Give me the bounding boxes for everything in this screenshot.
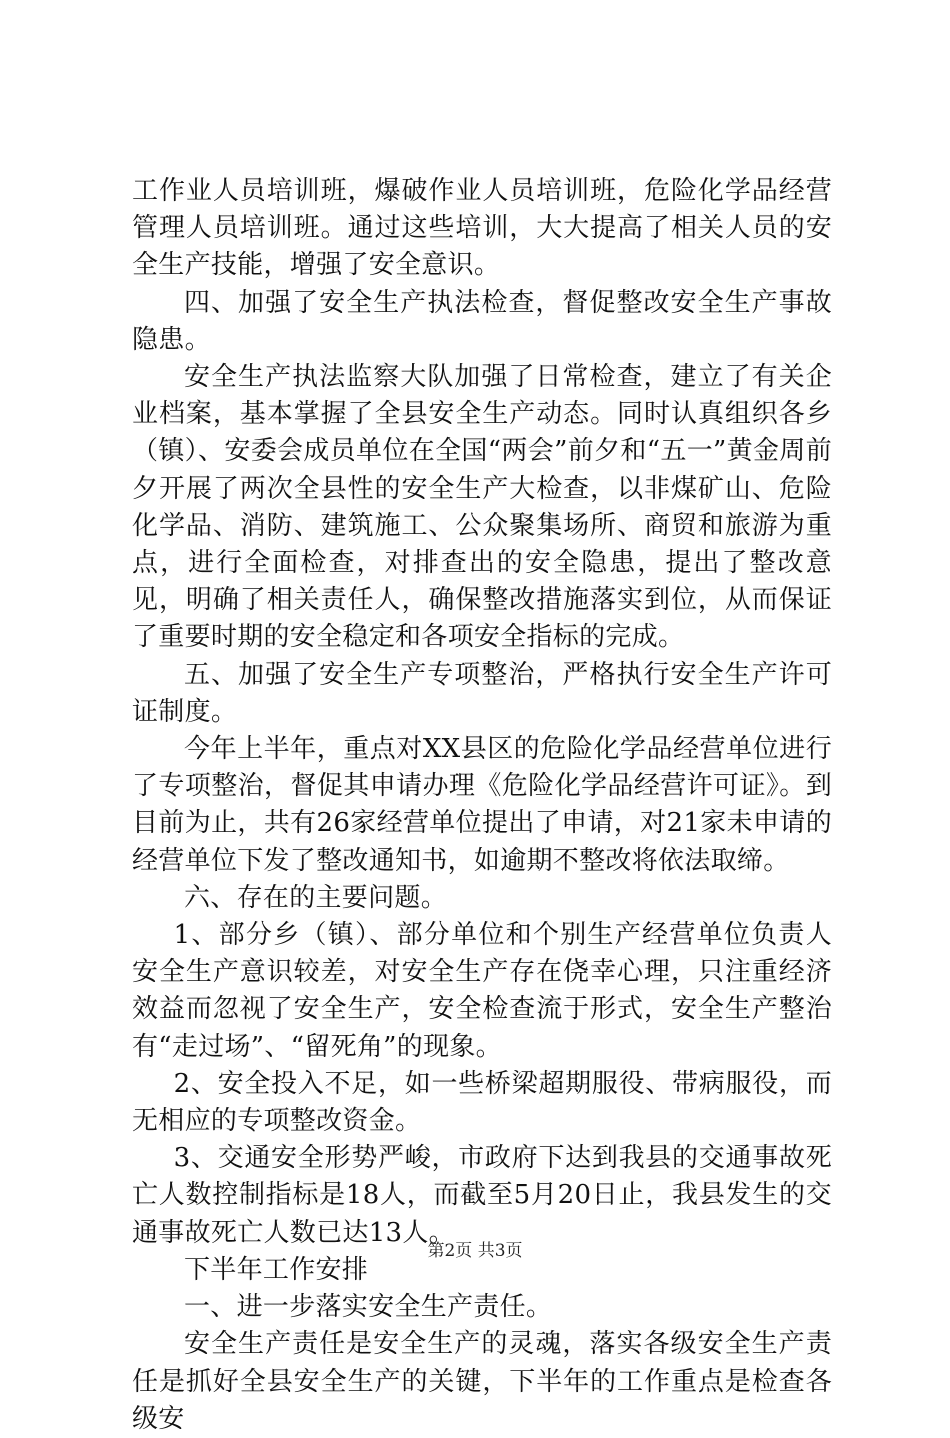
- paragraph-responsibility: 安全生产责任是安全生产的灵魂，落实各级安全生产责任是抓好全县安全生产的关键，下半年的工作重点是检查各级安: [132, 1329, 832, 1434]
- heading-main-problems: 六、存在的主要问题。: [184, 882, 448, 913]
- page-number-footer: 第2页 共3页: [427, 1241, 523, 1261]
- heading-enforcement-inspection: 四、加强了安全生产执法检查，督促整改安全生产事故隐患。: [132, 287, 832, 355]
- problem-item-1: 1、部分乡（镇）、部分单位和个别生产经营单位负责人安全生产意识较差，对安全生产存在侥幸心理，只注重经济效益而忽视了安全生产，安全检查流于形式，安全生产整治有“走过场”、“留死角”的现象。: [132, 920, 832, 1062]
- problem-item-3: 3、交通安全形势严峻，市政府下达到我县的交通事故死亡人数控制指标是18人，而截至5月20日止，我县发生的交通事故死亡人数已达13人。: [132, 1143, 832, 1248]
- heading-special-rectification: 五、加强了安全生产专项整治，严格执行安全生产许可证制度。: [132, 659, 832, 727]
- paragraph-rectification-details: 今年上半年，重点对XX县区的危险化学品经营单位进行了专项整治，督促其申请办理《危险化学品经营许可证》。到目前为止，共有26家经营单位提出了申请，对21家未申请的经营单位下发了整改通知书，如逾期不整改将依法取缔。: [132, 734, 832, 876]
- heading-second-half-plan: 下半年工作安排: [184, 1254, 369, 1285]
- heading-responsibility: 一、进一步落实安全生产责任。: [184, 1292, 553, 1323]
- paragraph-training-classes: 工作业人员培训班，爆破作业人员培训班，危险化学品经营管理人员培训班。通过这些培训，大大提高了相关人员的安全生产技能，增强了安全意识。: [132, 176, 832, 281]
- problem-item-2: 2、安全投入不足，如一些桥梁超期服役、带病服役，而无相应的专项整改资金。: [132, 1068, 832, 1137]
- paragraph-enforcement-details: 安全生产执法监察大队加强了日常检查，建立了有关企业档案，基本掌握了全县安全生产动态。同时认真组织各乡（镇）、安委会成员单位在全国“两会”前夕和“五一”黄金周前夕开展了两次全县性的安全生产大检查，以非煤矿山、危险化学品、消防、建筑施工、公众聚集场所、商贸和旅游为重点，进行全面检查，对排查出的安全隐患，提出了整改意见，明确了相关责任人，确保整改措施落实到位，从而保证了重要时期的安全稳定和各项安全指标的完成。: [132, 362, 832, 653]
